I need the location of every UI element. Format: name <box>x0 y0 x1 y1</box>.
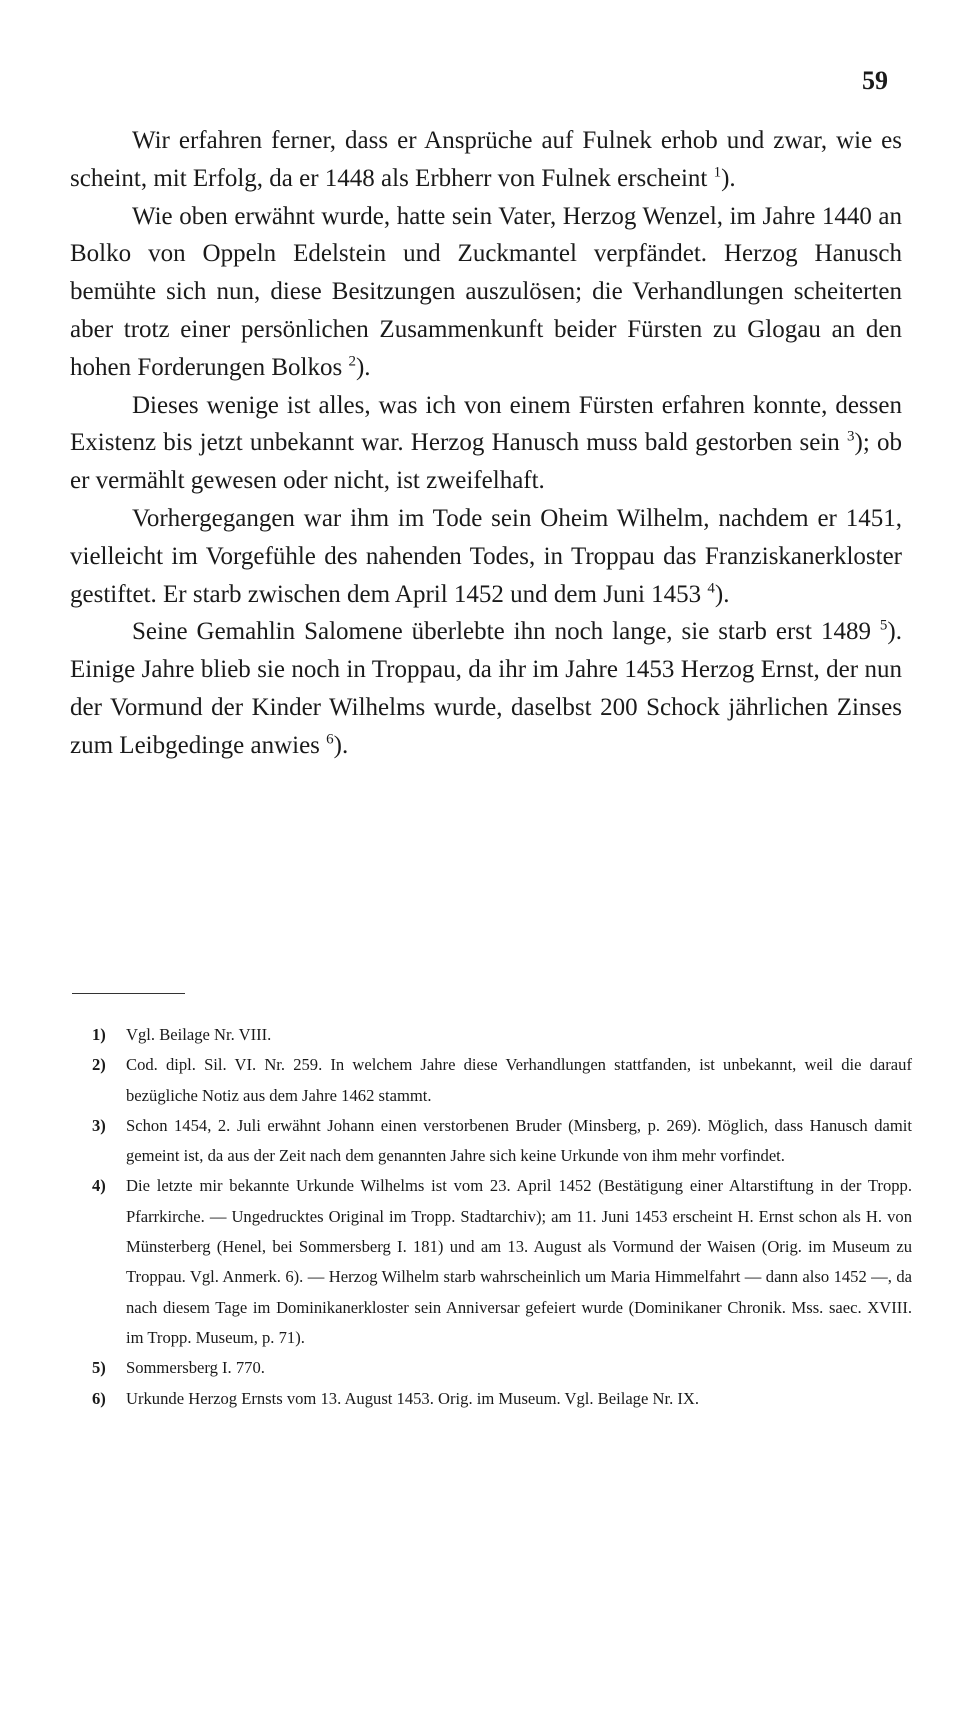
footnote <box>92 1353 912 1383</box>
paragraph <box>70 198 902 387</box>
footnote-ref: 3 <box>847 429 855 446</box>
footnote-ref: 6 <box>326 731 334 748</box>
footnote-mark: 6) <box>92 1388 106 1408</box>
footnote <box>92 1020 912 1050</box>
main-text <box>70 122 902 765</box>
footnote-text: Vgl. Beilage Nr. VIII. <box>126 1025 272 1044</box>
footnote-text: Die letzte mir bekannte Urkunde Wilhelms ist vom 23. April 1452 (Bestätigung einer Altarstiftung in der Tropp. Pfarrkirche. — Ungedrucktes Original im Tropp. Stadtarchiv); am 11. Juni 1453 erscheint H. Ernst schon als H. von Münsterberg (Henel, bei Sommersberg I. 181) und am 13. August als Vormund der Waisen (Orig. im Museum zu Troppau. Vgl. Anmerk. 6). — Herzog Wilhelm starb wahrscheinlich um Maria Himmelfahrt — dann also 1452 —, da nach diesem Tage im Dominikanerkloster sein Anniversar gefeiert wurde (Dominikaner Chronik. Mss. saec. XVIII. im Tropp. Museum, p. 71). <box>126 1176 912 1347</box>
footnote <box>92 1171 912 1353</box>
paragraph-text-end: ). <box>355 353 371 381</box>
paragraph <box>70 387 902 500</box>
footnote-mark: 3) <box>92 1115 106 1135</box>
paragraph-text-end: ); ob er vermählt gewesen oder nicht, ist zweifelhaft. <box>70 429 902 495</box>
footnote <box>92 1050 912 1111</box>
paragraph-text: Vorhergegangen war ihm im Tode sein Oheim Wilhelm, nachdem er 1451, vielleicht im Vorgefühle des nahenden Todes, in Troppau das Franziskanerkloster gestiftet. Er starb zwischen dem April 1452 und dem Juni 1453 <box>70 504 902 608</box>
footnote-text: Cod. dipl. Sil. VI. Nr. 259. In welchem Jahre diese Verhandlungen stattfanden, ist unbekannt, weil die darauf bezügliche Notiz aus dem Jahre 1462 stammt. <box>126 1055 912 1105</box>
paragraph-text: Wir erfahren ferner, dass er Ansprüche auf Fulnek erhob und zwar, wie es scheint, mit Erfolg, da er 1448 als Erbherr von Fulnek erscheint <box>70 127 902 192</box>
footnote-mark: 4) <box>92 1176 106 1196</box>
footnote-mark: 2) <box>92 1055 106 1075</box>
footnote-text: Urkunde Herzog Ernsts vom 13. August 1453. Orig. im Museum. Vgl. Beilage Nr. IX. <box>126 1388 700 1408</box>
footnotes <box>92 1020 912 1414</box>
footnote <box>92 1111 912 1172</box>
footnote-divider <box>72 993 185 994</box>
paragraph-text-end: ). <box>721 164 736 192</box>
paragraph <box>70 122 902 198</box>
footnote-ref: 5 <box>879 618 888 635</box>
paragraph-text: Wie oben erwähnt wurde, hatte sein Vater, Herzog Wenzel, im Jahre 1440 an Bolko von Oppeln Edelstein und Zuckmantel verpfändet. Herzog Hanusch bemühte sich nun, diese Besitzungen auszulösen; die Verhandlungen scheiterten aber trotz einer persönlichen Zusammenkunft beider Fürsten zu Glogau an den hohen Forderungen Bolkos <box>70 202 902 381</box>
footnote-ref: 2 <box>348 353 356 370</box>
footnote-ref: 4 <box>707 580 715 597</box>
paragraph-text-end: ). <box>333 731 349 759</box>
paragraph <box>70 613 902 764</box>
footnote-mark: 5) <box>92 1358 106 1378</box>
footnote-mark: 1) <box>92 1025 106 1044</box>
paragraph-text-mid: ). Einige Jahre blieb sie noch in Troppau, da ihr im Jahre 1453 Herzog Ernst, der nun der Vormund der Kinder Wilhelms wurde, daselbst 200 Schock jährlichen Zinses zum Leibgedinge anwies <box>70 618 902 759</box>
paragraph-text-end: ). <box>714 580 730 608</box>
footnote-text: Sommersberg I. 770. <box>126 1358 265 1378</box>
paragraph-text: Seine Gemahlin Salomene überlebte ihn noch lange, sie starb erst 1489 <box>132 618 880 646</box>
page-number: 59 <box>862 66 888 95</box>
footnote <box>92 1384 912 1414</box>
footnote-ref: 1 <box>713 164 722 181</box>
paragraph-text: Dieses wenige ist alles, was ich von einem Fürsten erfahren konnte, dessen Existenz bis jetzt unbekannt war. Herzog Hanusch muss bald gestorben sein <box>70 391 902 457</box>
footnote-text: Schon 1454, 2. Juli erwähnt Johann einen verstorbenen Bruder (Minsberg, p. 269). Möglich, dass Hanusch damit gemeint ist, da aus der Zeit nach dem genannten Jahre sich keine Urkunde von ihm mehr vorfindet. <box>126 1115 912 1166</box>
paragraph <box>70 500 902 613</box>
